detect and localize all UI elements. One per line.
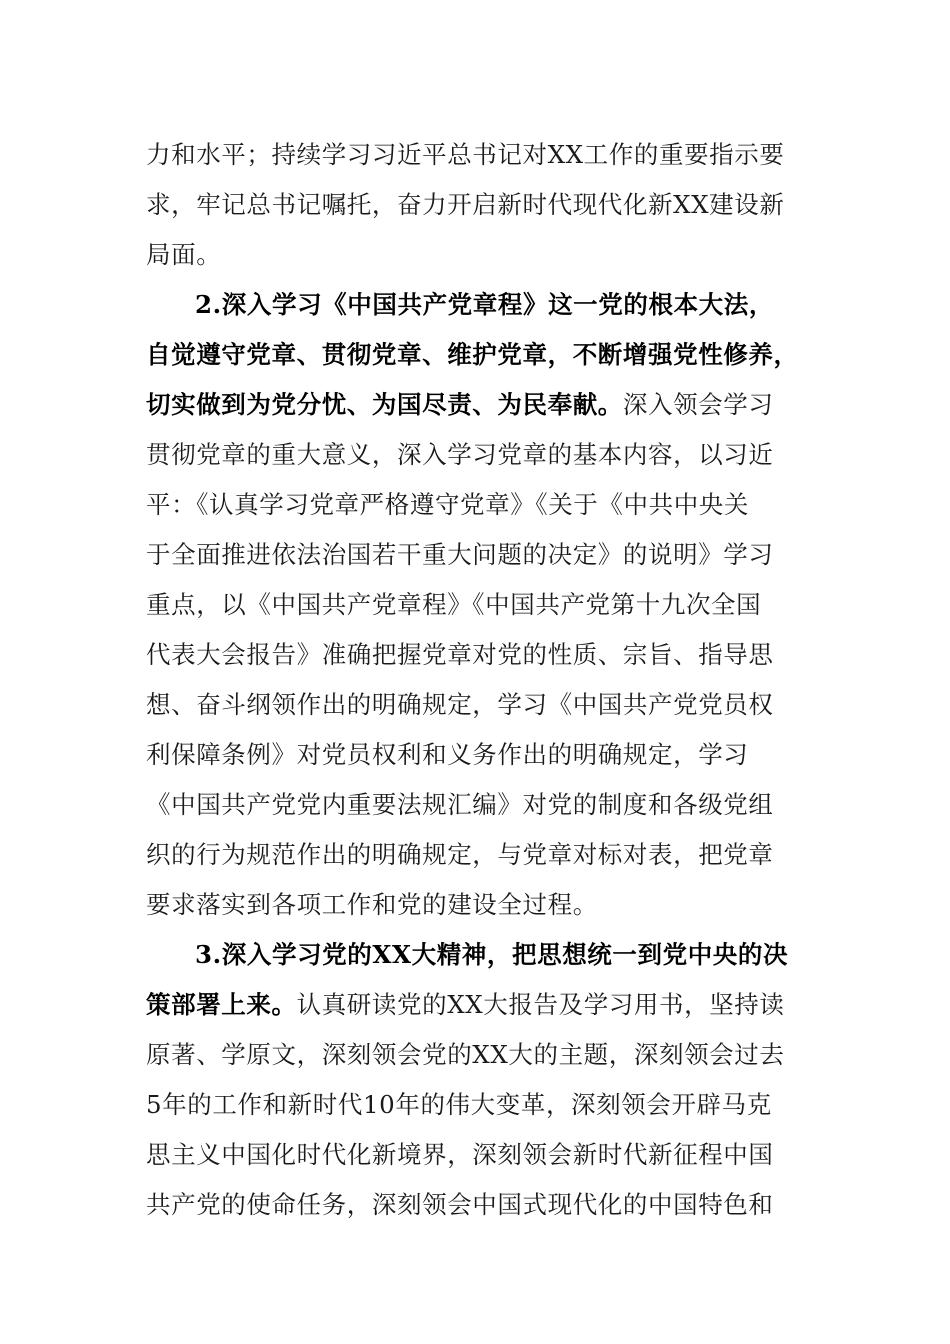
text-line (146, 730, 806, 780)
text-line (146, 430, 806, 480)
text-run: 织的行为规范作出的明确规定，与党章对标对表，把党章 (146, 840, 774, 869)
heading-run: 策部署上来。 (146, 990, 297, 1019)
heading-run: 2.深入学习《中国共产党章程》这一党的根本大法， (195, 290, 774, 319)
text-line (146, 630, 806, 680)
section-heading-line (146, 280, 806, 330)
text-line (146, 480, 806, 530)
text-line (146, 1030, 806, 1080)
section-heading-line (146, 930, 806, 980)
section-heading-line (146, 330, 806, 380)
text-run: 要求落实到各项工作和党的建设全过程。 (146, 890, 598, 919)
text-run: 贯彻党章的重大意义，深入学习党章的基本内容，以习近 (146, 440, 774, 469)
text-run: 原著、学原文，深刻领会党的XX大的主题，深刻领会过去 (146, 1040, 785, 1069)
heading-run: 切实做到为党分忧、为国尽责、为民奉献。 (146, 390, 623, 419)
text-run: 局面。 (146, 240, 222, 269)
text-line (146, 230, 806, 280)
document-body (146, 130, 806, 1230)
text-line (146, 180, 806, 230)
text-run: 思主义中国化时代化新境界，深刻领会新时代新征程中国 (146, 1140, 774, 1169)
text-run: 想、奋斗纲领作出的明确规定，学习《中国共产党党员权 (146, 690, 774, 719)
text-run: 于全面推进依法治国若干重大问题的决定》的说明》学习 (146, 540, 774, 569)
text-line (146, 380, 806, 430)
text-run: 5年的工作和新时代10年的伟大变革，深刻领会开辟马克 (146, 1090, 772, 1119)
text-line (146, 130, 806, 180)
text-run: 代表大会报告》准确把握党章对党的性质、宗旨、指导思 (146, 640, 774, 669)
text-line (146, 830, 806, 880)
text-line (146, 780, 806, 830)
text-line (146, 880, 806, 930)
text-line (146, 580, 806, 630)
text-run: 《中国共产党党内重要法规汇编》对党的制度和各级党组 (146, 790, 774, 819)
text-run: 力和水平；持续学习习近平总书记对XX工作的重要指示要 (146, 140, 785, 169)
text-line (146, 980, 806, 1030)
text-line (146, 680, 806, 730)
heading-run: 自觉遵守党章、贯彻党章、维护党章，不断增强党性修养， (146, 340, 799, 369)
heading-run: 3.深入学习党的XX大精神，把思想统一到党中央的决 (195, 940, 789, 969)
text-line (146, 1080, 806, 1130)
text-line (146, 1180, 806, 1230)
text-run: 认真研读党的XX大报告及学习用书，坚持读 (296, 990, 785, 1019)
text-run: 平：《认真学习党章严格遵守党章》《关于《中共中央关 (146, 490, 749, 519)
text-run: 深入领会学习 (622, 390, 774, 419)
text-line (146, 1130, 806, 1180)
text-line (146, 530, 806, 580)
text-run: 利保障条例》对党员权利和义务作出的明确规定，学习 (146, 740, 749, 769)
text-run: 求，牢记总书记嘱托，奋力开启新时代现代化新XX建设新 (146, 190, 785, 219)
text-run: 共产党的使命任务，深刻领会中国式现代化的中国特色和 (146, 1190, 774, 1219)
text-run: 重点，以《中国共产党章程》《中国共产党第十九次全国 (146, 590, 762, 619)
